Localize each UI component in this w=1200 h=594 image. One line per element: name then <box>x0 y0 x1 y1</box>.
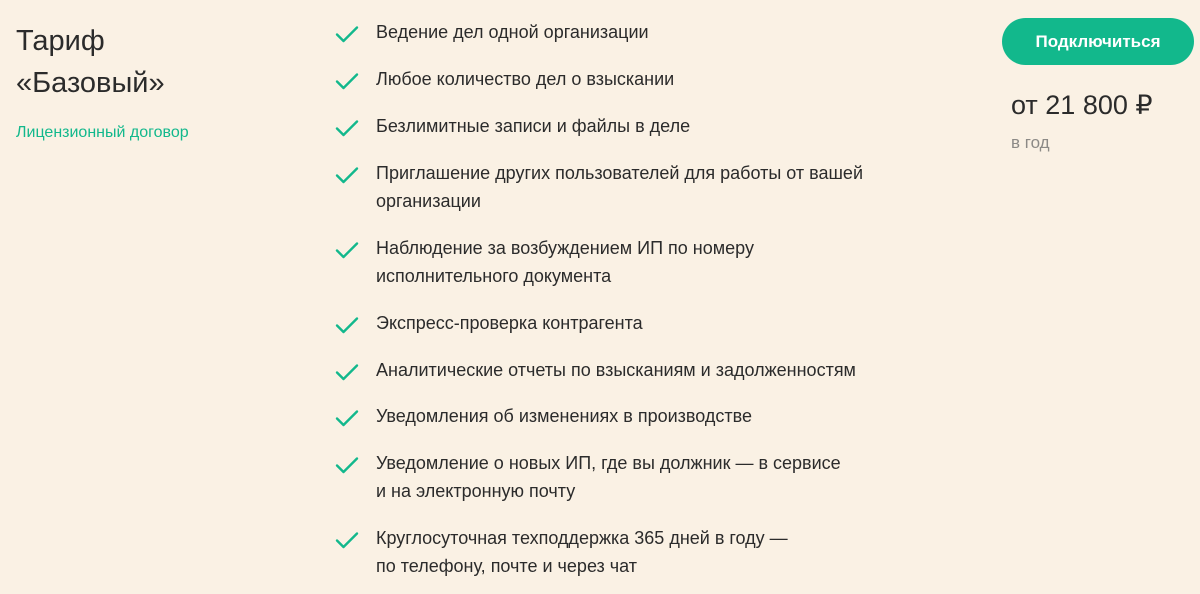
feature-line1: Уведомления об изменениях в производстве <box>376 406 752 426</box>
check-icon <box>334 529 360 551</box>
feature-line1: Безлимитные записи и файлы в деле <box>376 116 691 136</box>
feature-line1: Уведомление о новых ИП, где вы должник — в сервисе <box>376 453 841 473</box>
feature-line1: Любое количество дел о взыскании <box>376 69 675 89</box>
feature-text <box>376 309 643 337</box>
feature-line1: Экспресс-проверка контрагента <box>376 313 643 333</box>
feature-line1: Приглашение других пользователей для работы от вашей <box>376 163 864 183</box>
feature-text <box>376 449 841 505</box>
feature-text <box>376 18 649 46</box>
check-icon <box>334 117 360 139</box>
feature-item <box>334 65 894 93</box>
check-icon <box>334 23 360 45</box>
feature-text <box>376 112 690 140</box>
feature-line2: организации <box>376 191 481 211</box>
feature-text <box>376 402 752 430</box>
check-icon <box>334 239 360 261</box>
feature-line2: исполнительного документа <box>376 266 612 286</box>
check-icon <box>334 454 360 476</box>
feature-item <box>334 112 894 140</box>
feature-item <box>334 524 894 580</box>
feature-item <box>334 18 894 46</box>
feature-text <box>376 356 856 384</box>
feature-item <box>334 356 894 384</box>
license-agreement-link[interactable]: Лицензионный договор <box>16 124 189 141</box>
check-icon <box>334 70 360 92</box>
feature-item <box>334 234 894 290</box>
check-icon <box>334 361 360 383</box>
tariff-title <box>16 20 165 104</box>
feature-item <box>334 309 894 337</box>
feature-line1: Наблюдение за возбуждением ИП по номеру <box>376 238 754 258</box>
check-icon <box>334 407 360 429</box>
feature-item <box>334 449 894 505</box>
feature-text <box>376 234 754 290</box>
feature-item <box>334 402 894 430</box>
price-value: от 21 800 ₽ <box>1011 90 1153 120</box>
feature-line2: по телефону, почте и через чат <box>376 556 638 576</box>
tariff-title-line2: «Базовый» <box>16 67 165 99</box>
feature-line1: Аналитические отчеты по взысканиям и задолженностям <box>376 360 856 380</box>
feature-line1: Ведение дел одной организации <box>376 22 649 42</box>
subscribe-button[interactable]: Подключиться <box>1002 18 1194 65</box>
feature-text <box>376 65 674 93</box>
feature-text <box>376 159 863 215</box>
feature-text <box>376 524 788 580</box>
feature-line2: и на электронную почту <box>376 481 576 501</box>
feature-line1: Круглосуточная техподдержка 365 дней в году — <box>376 528 788 548</box>
feature-item <box>334 159 894 215</box>
price-period: в год <box>1011 133 1050 152</box>
tariff-title-line1: Тариф <box>16 25 105 57</box>
check-icon <box>334 164 360 186</box>
check-icon <box>334 314 360 336</box>
